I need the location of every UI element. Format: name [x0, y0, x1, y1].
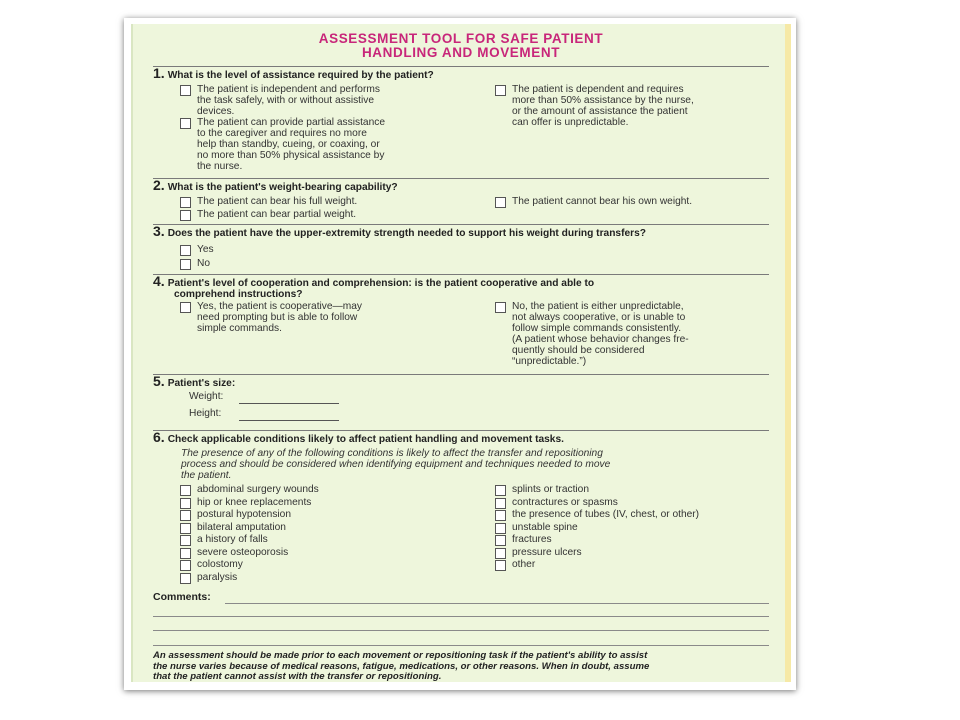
question-1: [153, 65, 434, 81]
condition-item[interactable]: [495, 522, 775, 533]
option-line: The patient is independent and performs: [197, 84, 380, 95]
condition-label: contractures or spasms: [512, 496, 618, 508]
comments-label: Comments:: [153, 591, 211, 603]
condition-label: colostomy: [197, 559, 243, 570]
condition-item[interactable]: [495, 559, 775, 570]
q3-option-yes[interactable]: [180, 244, 300, 255]
footer-line: An assessment should be made prior to each movement or repositioning task if the patient's ability to assist: [153, 650, 648, 661]
option-line: the task safely, with or without assistive: [197, 95, 375, 106]
question-number: 3.: [153, 223, 165, 239]
weight-label: Weight:: [189, 391, 224, 402]
q2-option-none[interactable]: [495, 196, 775, 207]
divider: [153, 66, 769, 67]
condition-label: unstable spine: [512, 521, 578, 533]
condition-label: fractures: [512, 534, 552, 545]
question-3: [153, 223, 783, 239]
height-input-line[interactable]: [239, 420, 339, 421]
checkbox[interactable]: [180, 498, 191, 509]
comments-input-line[interactable]: [225, 603, 769, 604]
checkbox[interactable]: [180, 118, 191, 129]
q1-option-dependent[interactable]: [495, 84, 775, 128]
option-line: need prompting but is able to follow: [197, 312, 358, 323]
question-4: [153, 273, 783, 300]
comments-input-line[interactable]: [153, 630, 769, 631]
height-label: Height:: [189, 408, 222, 419]
checkbox[interactable]: [180, 302, 191, 313]
form-sheet: [124, 18, 796, 690]
option-line: can offer is unpredictable.: [512, 117, 629, 128]
option-line: The patient can provide partial assistance: [197, 117, 386, 128]
option-line: devices.: [197, 106, 235, 117]
condition-item[interactable]: [180, 534, 480, 545]
checkbox[interactable]: [180, 510, 191, 521]
option-line: help than standby, cueing, or coaxing, or: [197, 139, 380, 150]
option-line: not always cooperative, or is unable to: [512, 312, 686, 323]
question-number: 5.: [153, 373, 165, 389]
weight-input-line[interactable]: [239, 403, 339, 404]
title-line-2: HANDLING AND MOVEMENT: [361, 45, 561, 60]
intro-line: the patient.: [181, 470, 232, 481]
form-paper: [131, 24, 789, 682]
question-text: What is the patient's weight-bearing capability?: [167, 182, 398, 193]
divider: [153, 374, 769, 375]
checkbox[interactable]: [180, 210, 191, 221]
condition-item[interactable]: [495, 547, 775, 558]
title-line-1: ASSESSMENT TOOL FOR SAFE PATIENT: [318, 31, 604, 46]
condition-label: the presence of tubes (IV, chest, or other): [512, 509, 700, 520]
checkbox[interactable]: [180, 259, 191, 270]
checkbox[interactable]: [495, 302, 506, 313]
checkbox[interactable]: [180, 85, 191, 96]
question-6: [153, 429, 783, 445]
checkbox[interactable]: [495, 535, 506, 546]
q1-option-independent[interactable]: [180, 84, 480, 117]
q6-intro: [181, 448, 761, 481]
option-line: The patient is dependent and requires: [512, 84, 684, 95]
condition-label: pressure ulcers: [512, 546, 582, 558]
question-text: What is the level of assistance required by the patient?: [167, 70, 434, 81]
checkbox[interactable]: [495, 85, 506, 96]
divider: [153, 224, 769, 225]
condition-label: bilateral amputation: [197, 521, 286, 533]
condition-item[interactable]: [495, 497, 775, 508]
intro-line: The presence of any of the following conditions is likely to affect the transfer and repositioning: [181, 448, 603, 459]
condition-label: postural hypotension: [197, 509, 292, 520]
option-text: No: [197, 258, 211, 269]
option-line: Yes, the patient is cooperative—may: [197, 301, 362, 312]
condition-label: a history of falls: [197, 534, 268, 545]
form-title: [133, 32, 789, 60]
q2-option-partial[interactable]: [180, 209, 480, 220]
comments-input-line[interactable]: [153, 616, 769, 617]
condition-item[interactable]: [180, 572, 480, 583]
option-line: or the amount of assistance the patient: [512, 106, 688, 117]
condition-label: splints or traction: [512, 484, 590, 495]
condition-item[interactable]: [495, 509, 775, 520]
footer-line: that the patient cannot assist with the transfer or repositioning.: [153, 671, 442, 683]
question-text: Patient's size:: [167, 378, 236, 389]
checkbox[interactable]: [495, 197, 506, 208]
checkbox[interactable]: [180, 548, 191, 559]
checkbox[interactable]: [495, 548, 506, 559]
condition-label: paralysis: [197, 571, 238, 583]
condition-item[interactable]: [495, 534, 775, 545]
question-text-continued: comprehend instructions?: [174, 289, 303, 300]
footer-line: the nurse varies because of medical reasons, fatigue, medications, or other reasons. When in doubt, assume: [153, 660, 650, 672]
checkbox[interactable]: [180, 573, 191, 584]
q1-option-partial[interactable]: [180, 117, 480, 172]
question-text: Does the patient have the upper-extremity strength needed to support his weight during transfers?: [167, 228, 646, 239]
question-2: [153, 177, 398, 193]
option-line: simple commands.: [197, 323, 282, 334]
option-line: “unpredictable.”): [512, 356, 587, 367]
q4-option-no[interactable]: [495, 301, 775, 367]
condition-item[interactable]: [495, 484, 775, 495]
q3-option-no[interactable]: [180, 258, 300, 269]
option-line: (A patient whose behavior changes fre-: [512, 334, 689, 345]
question-number: 1.: [153, 65, 165, 81]
option-line: no more than 50% physical assistance by: [197, 150, 385, 161]
intro-line: process and should be considered when identifying equipment and techniques needed to move: [181, 459, 611, 470]
option-line: No, the patient is either unpredictable,: [512, 301, 684, 312]
option-text: The patient cannot bear his own weight.: [512, 196, 693, 207]
checkbox[interactable]: [495, 498, 506, 509]
option-text: The patient can bear partial weight.: [197, 209, 357, 220]
condition-label: severe osteoporosis: [197, 546, 289, 558]
footer-note: [153, 651, 769, 683]
question-text: Patient's level of cooperation and comprehension: is the patient cooperative and able to: [167, 278, 595, 289]
condition-item[interactable]: [180, 509, 480, 520]
q4-option-yes[interactable]: [180, 301, 480, 334]
condition-item[interactable]: [180, 484, 480, 495]
condition-label: abdominal surgery wounds: [197, 484, 319, 495]
question-5: [153, 373, 236, 389]
q2-option-full[interactable]: [180, 196, 480, 207]
checkbox[interactable]: [180, 485, 191, 496]
checkbox[interactable]: [180, 523, 191, 534]
condition-label: hip or knee replacements: [197, 496, 312, 508]
option-text: The patient can bear his full weight.: [197, 196, 358, 207]
option-line: follow simple commands consistently.: [512, 323, 682, 334]
condition-label: other: [512, 559, 536, 570]
question-text: Check applicable conditions likely to affect patient handling and movement tasks.: [167, 434, 564, 445]
question-number: 4.: [153, 273, 165, 289]
option-line: quently should be considered: [512, 345, 645, 356]
divider: [153, 178, 769, 179]
checkbox[interactable]: [180, 197, 191, 208]
question-number: 2.: [153, 177, 165, 193]
option-line: to the caregiver and requires no more: [197, 128, 367, 139]
checkbox[interactable]: [180, 560, 191, 571]
option-line: more than 50% assistance by the nurse,: [512, 95, 694, 106]
option-text: Yes: [197, 244, 214, 255]
divider: [153, 430, 769, 431]
divider: [153, 645, 769, 646]
checkbox[interactable]: [180, 535, 191, 546]
checkbox[interactable]: [495, 560, 506, 571]
paper-edge: [785, 24, 791, 682]
condition-item[interactable]: [180, 559, 480, 570]
condition-item[interactable]: [180, 547, 480, 558]
checkbox[interactable]: [495, 523, 506, 534]
checkbox[interactable]: [180, 245, 191, 256]
question-number: 6.: [153, 429, 165, 445]
checkbox[interactable]: [495, 510, 506, 521]
divider: [153, 274, 769, 275]
option-line: the nurse.: [197, 161, 243, 172]
checkbox[interactable]: [495, 485, 506, 496]
condition-item[interactable]: [180, 522, 480, 533]
condition-item[interactable]: [180, 497, 480, 508]
